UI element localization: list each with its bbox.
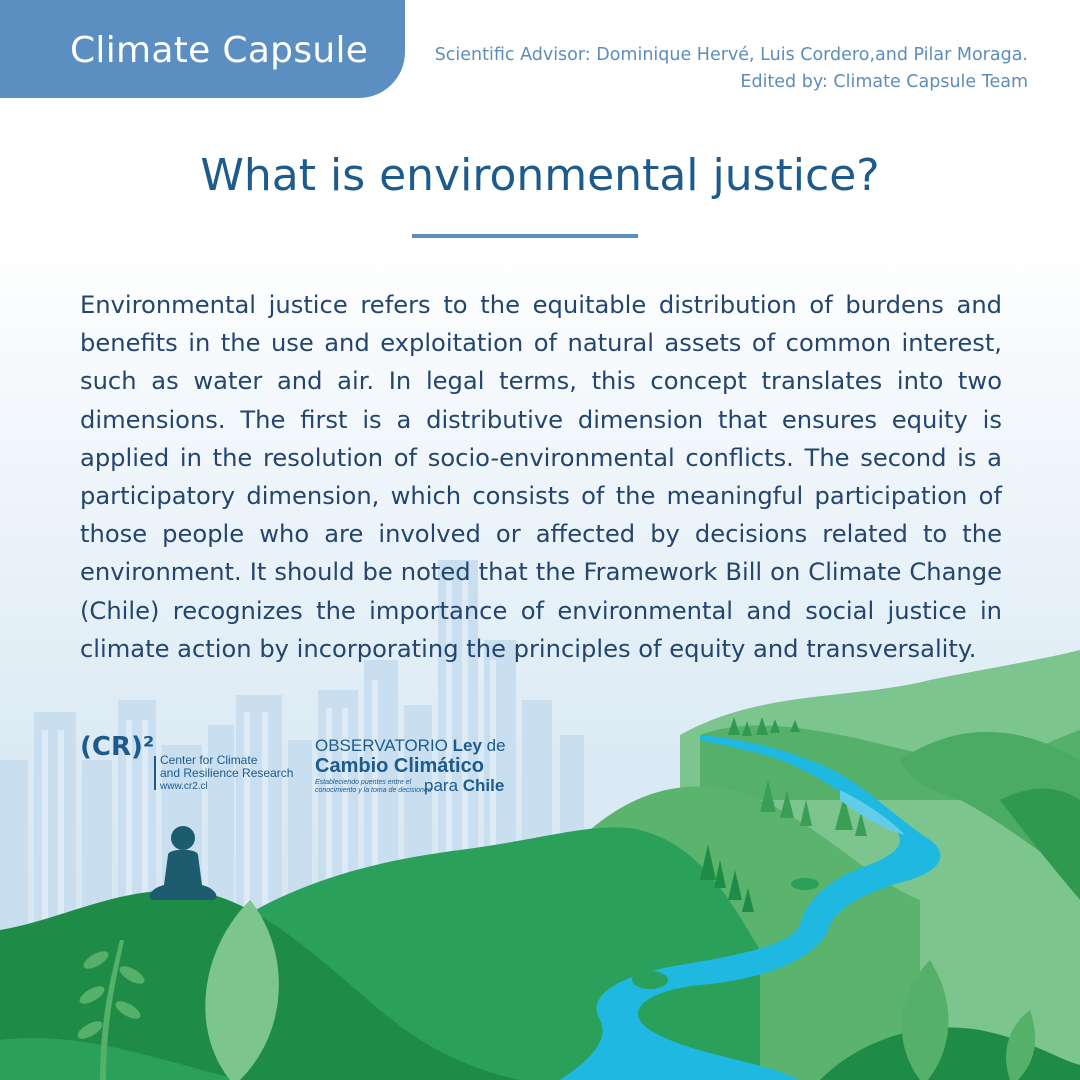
observatorio-line-1 xyxy=(315,737,506,755)
cr2-line-1: Center for Climate xyxy=(160,753,258,767)
river-rock xyxy=(632,971,668,989)
observatorio-logo xyxy=(315,737,506,797)
brand-title: Climate Capsule xyxy=(70,30,369,71)
editor-credit: Edited by: Climate Capsule Team xyxy=(740,72,1028,92)
observatorio-line-2: Cambio Climático xyxy=(315,755,484,777)
observatorio-tagline-2: conocimiento y la toma de decisiones xyxy=(315,787,432,794)
observatorio-chile: Chile xyxy=(462,776,505,795)
advisor-credit: Scientific Advisor: Dominique Hervé, Luis Cordero,and Pilar Moraga. xyxy=(434,45,1028,65)
cr2-mark: (CR)² xyxy=(80,732,155,762)
cr2-url: www.cr2.cl xyxy=(160,781,208,792)
body-paragraph: Environmental justice refers to the equitable distribution of burdens and benefits in the use and exploitation of natural assets of common interest, such as water and air. In legal terms, this concept translates into two dimensions. The first is a distributive dimension that ensures equity is applied in the resolution of socio-environmental conflicts. The second is a participatory dimension, which consists of the meaningful participation of those people who are involved or affected by decisions related to the environment. It should be noted that the Framework Bill on Climate Change (Chile) recognizes the importance of environmental and social justice in climate action by incorporating the principles of equity and transversality. xyxy=(80,291,1002,663)
observatorio-para-chile xyxy=(424,777,504,795)
observatorio-line-3 xyxy=(315,777,506,797)
observatorio-word: OBSERVATORIO xyxy=(315,736,448,755)
cr2-logo-divider xyxy=(154,756,156,790)
river-rock-small xyxy=(791,878,819,890)
observatorio-tagline-1: Estableciendo puentes entre el xyxy=(315,779,412,786)
observatorio-ley: Ley xyxy=(452,736,482,755)
cr2-line-2: and Resilience Research xyxy=(160,766,294,780)
cr2-text xyxy=(160,754,293,793)
observatorio-de: de xyxy=(486,736,506,755)
observatorio-tagline xyxy=(315,779,431,795)
meditating-person-silhouette xyxy=(150,826,217,900)
observatorio-para: para xyxy=(424,776,459,795)
page-title: What is environmental justice? xyxy=(200,150,880,201)
